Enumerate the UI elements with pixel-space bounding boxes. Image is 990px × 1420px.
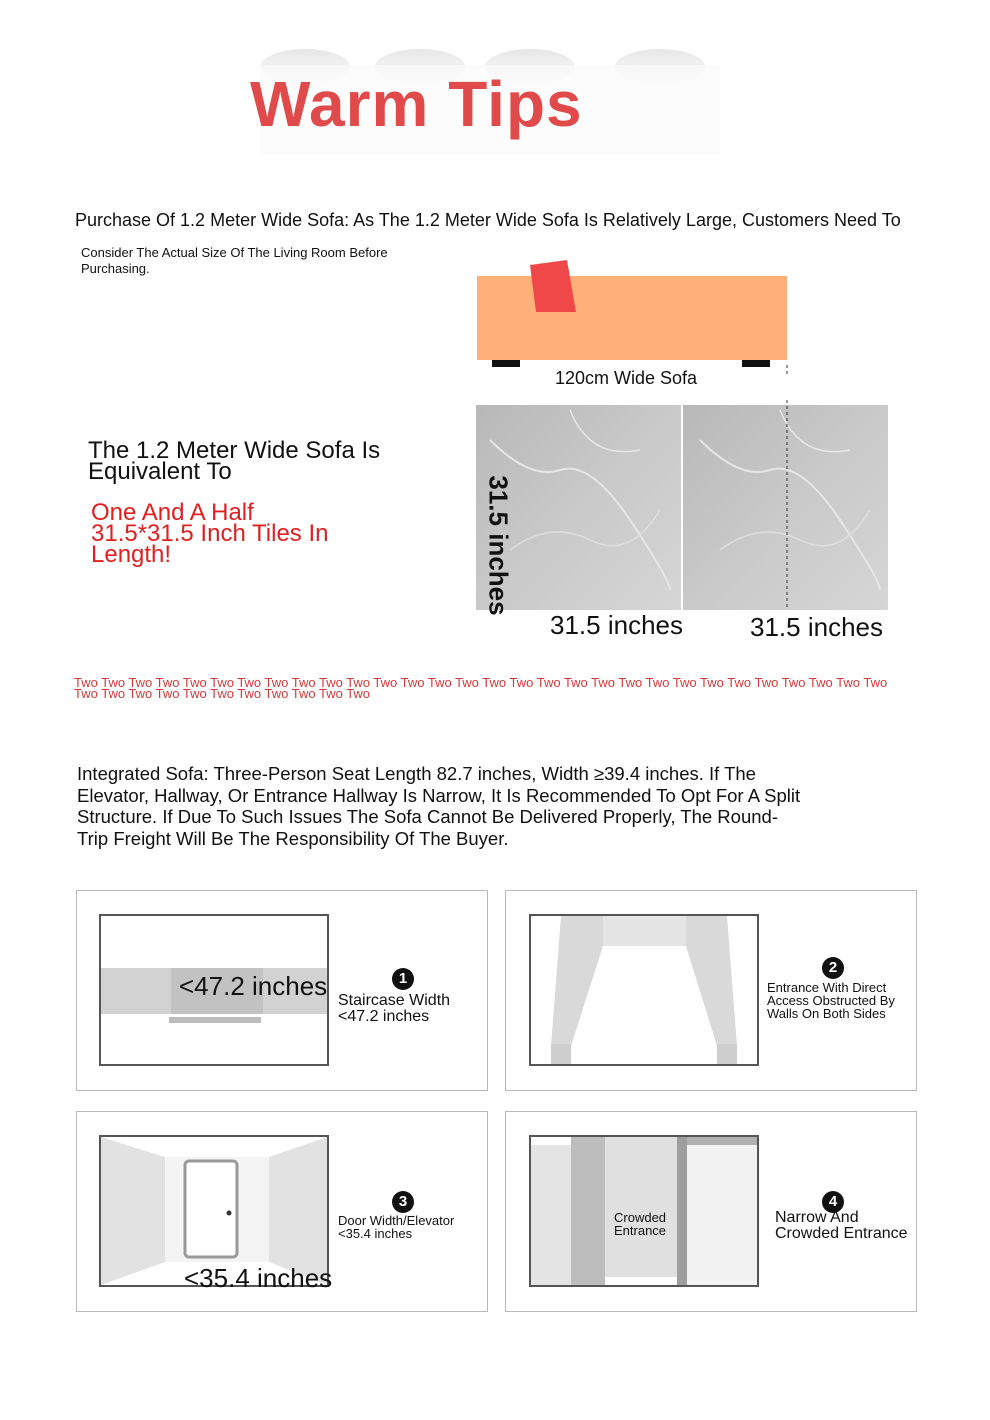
entrance-caption: Entrance With Direct Access Obstructed By Walls On Both Sides bbox=[767, 980, 895, 1021]
equivalent-text: The 1.2 Meter Wide Sofa Is Equivalent To bbox=[88, 437, 381, 485]
entrance-illustration bbox=[529, 914, 759, 1066]
sofa-body bbox=[477, 276, 787, 360]
tile-width-label-1: 31.5 inches bbox=[550, 610, 683, 640]
page-title: Warm Tips bbox=[250, 68, 583, 140]
door-dimension: <35.4 inches bbox=[184, 1263, 333, 1293]
panel-door-width bbox=[76, 1111, 488, 1312]
sofa-illustration bbox=[470, 255, 800, 375]
highlight-text: One And A Half 31.5*31.5 Inch Tiles In Length! bbox=[91, 499, 329, 568]
crowded-entrance-caption: Narrow And Crowded Entrance bbox=[775, 1209, 908, 1242]
number-badge-4: 4 bbox=[822, 1191, 844, 1213]
sofa-leg-right bbox=[742, 360, 770, 367]
intro-line-1: Purchase Of 1.2 Meter Wide Sofa: As The 1.2 Meter Wide Sofa Is Relatively Large, Customers Need To bbox=[75, 210, 901, 230]
tile-height-label: 31.5 inches bbox=[483, 475, 514, 616]
tile-2 bbox=[683, 405, 888, 610]
tile-width-label-2: 31.5 inches bbox=[750, 612, 883, 642]
sofa-leg-left bbox=[492, 360, 520, 367]
panel-staircase bbox=[76, 890, 488, 1091]
number-badge-2: 2 bbox=[822, 957, 844, 979]
notice-paragraph: Integrated Sofa: Three-Person Seat Length 82.7 inches, Width ≥39.4 inches. If The Elevator, Hallway, Or Entrance Hallway Is Narrow, It Is Recommended To Opt For A Split Structure. If Due To Such Issues The Sofa Cannot Be Delivered Properly, The Round-Trip Freight Will Be The Responsibility Of The Buyer. bbox=[77, 763, 801, 849]
panel-entrance-obstructed bbox=[505, 890, 917, 1091]
number-badge-3: 3 bbox=[392, 1191, 414, 1213]
repeated-text: Two Two Two Two Two Two Two Two Two Two Two Two Two Two Two Two Two Two Two Two Two Two Two Two Two Two Two Two Two Two Two Two Two Two Two Two Two Two Two Two Two bbox=[74, 675, 888, 701]
panel-crowded-entrance bbox=[505, 1111, 917, 1312]
staircase-caption: Staircase Width <47.2 inches bbox=[338, 992, 451, 1025]
crowded-entrance-inner-label: Crowded Entrance bbox=[614, 1210, 667, 1238]
sofa-cushion bbox=[530, 260, 576, 312]
sofa-label: 120cm Wide Sofa bbox=[555, 368, 698, 388]
marble-tiles bbox=[470, 400, 895, 615]
number-badge-1: 1 bbox=[392, 968, 414, 990]
staircase-dimension: <47.2 inches bbox=[179, 971, 328, 1001]
door-caption: Door Width/Elevator <35.4 inches bbox=[338, 1213, 455, 1241]
intro-line-2: Consider The Actual Size Of The Living Room Before Purchasing. bbox=[81, 245, 388, 277]
